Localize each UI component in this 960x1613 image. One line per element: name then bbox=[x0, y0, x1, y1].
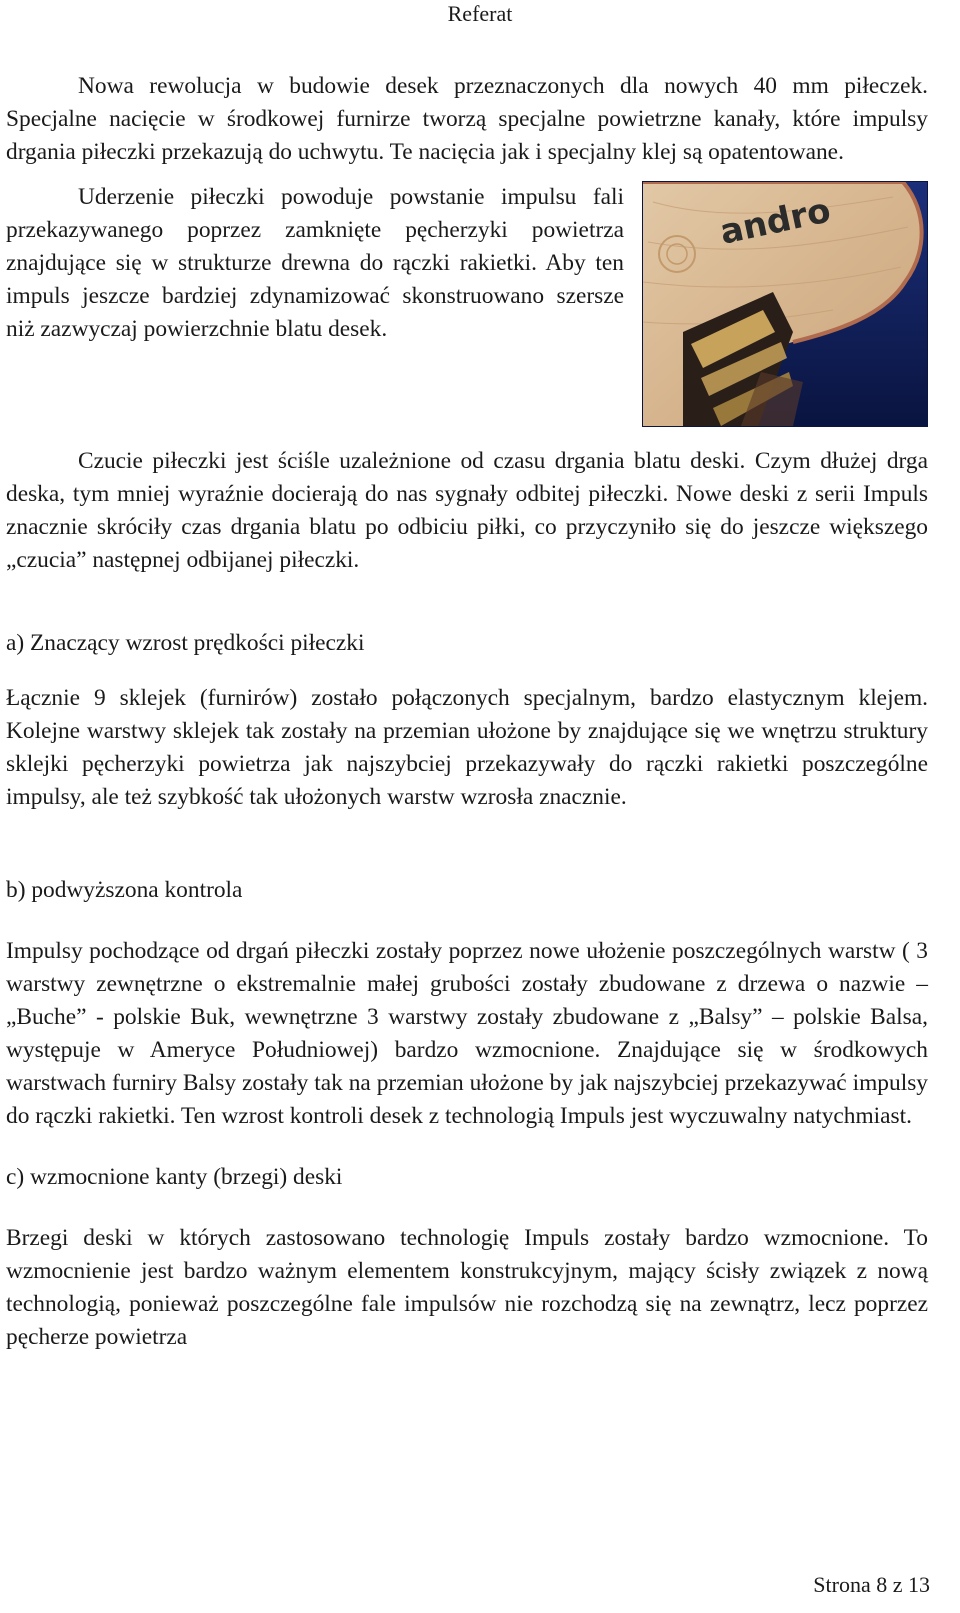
page-number: Strona 8 z 13 bbox=[813, 1572, 930, 1597]
section-c-body: Brzegi deski w których zastosowano technologię Impuls zostały bardzo wzmocnione. To wzmocnienie jest bardzo ważnym elementem konstrukcyjnym, mający ścisły związek z nową technologią, ponieważ poszczególne fale impulsów nie rozchodzą się na zewnątrz, lecz poprzez pęcherze powietrza bbox=[6, 1225, 928, 1350]
brand-logo-text: andro bbox=[716, 190, 835, 253]
section-b-heading: b) podwyższona kontrola bbox=[6, 877, 243, 903]
impulse-section bbox=[6, 181, 928, 346]
section-a-heading: a) Znaczący wzrost prędkości piłeczki bbox=[6, 630, 365, 656]
feel-paragraph: Czucie piłeczki jest ściśle uzależnione od czasu drgania blatu deski. Czym dłużej drga deska, tym mniej wyraźnie docierają do nas sygnały odbitej piłeczki. Nowe deski z serii Impuls znacznie skróciły czas drgania blatu po odbiciu piłki, co przyczyniło się do jeszcze większego „czucia” następnej odbijanej piłeczki. bbox=[6, 448, 928, 573]
racket-illustration bbox=[643, 182, 927, 426]
page-header: Referat bbox=[447, 1, 513, 26]
section-a-body: Łącznie 9 sklejek (furnirów) zostało połączonych specjalnym, bardzo elastycznym klejem. Kolejne warstwy sklejek tak zostały na przemian ułożone by znajdujące się we wnętrzu struktury sklejki pęcherzyki powietrza jak najszybciej przekazywały do rączki rakietki poszczególne impulsy, ale też szybkość tak ułożonych warstw wzrosła znacznie. bbox=[6, 685, 928, 810]
intro-paragraph: Nowa rewolucja w budowie desek przeznaczonych dla nowych 40 mm piłeczek. Specjalne nacięcie w środkowej furnirze tworzą specjalne powietrzne kanały, które impulsy drgania piłeczki przekazują do uchwytu. Te nacięcia jak i specjalny klej są opatentowane. bbox=[6, 73, 928, 165]
document-body bbox=[6, 70, 928, 1354]
section-b-body: Impulsy pochodzące od drgań piłeczki zostały poprzez nowe ułożenie poszczególnych warstw ( 3 warstwy zewnętrzne o ekstremalnie małej grubości zostały zbudowane z drzewa o nazwie – „Buche” - polskie Buk, wewnętrzne 3 warstwy zostały zbudowane z „Balsy” – polskie Balsa, występuje w Ameryce Południowej) bardzo wzmocnione. Znajdujące się w środkowych warstwach furniry Balsy zostały tak na przemian ułożone by jak najszybciej przekazywać impulsy do rączki rakietki. Ten wzrost kontroli desek z technologią Impuls jest wyczuwalny natychmiast. bbox=[6, 938, 928, 1129]
racket-image bbox=[642, 181, 928, 427]
section-c-heading: c) wzmocnione kanty (brzegi) deski bbox=[6, 1164, 343, 1190]
impulse-paragraph: Uderzenie piłeczki powoduje powstanie impulsu fali przekazywanego poprzez zamknięte pęcherzyki powietrza znajdujące się w strukturze drewna do rączki rakietki. Aby ten impuls jeszcze bardziej zdynamizować skonstruowano szersze niż zazwyczaj powierzchnie blatu desek. bbox=[6, 184, 624, 342]
